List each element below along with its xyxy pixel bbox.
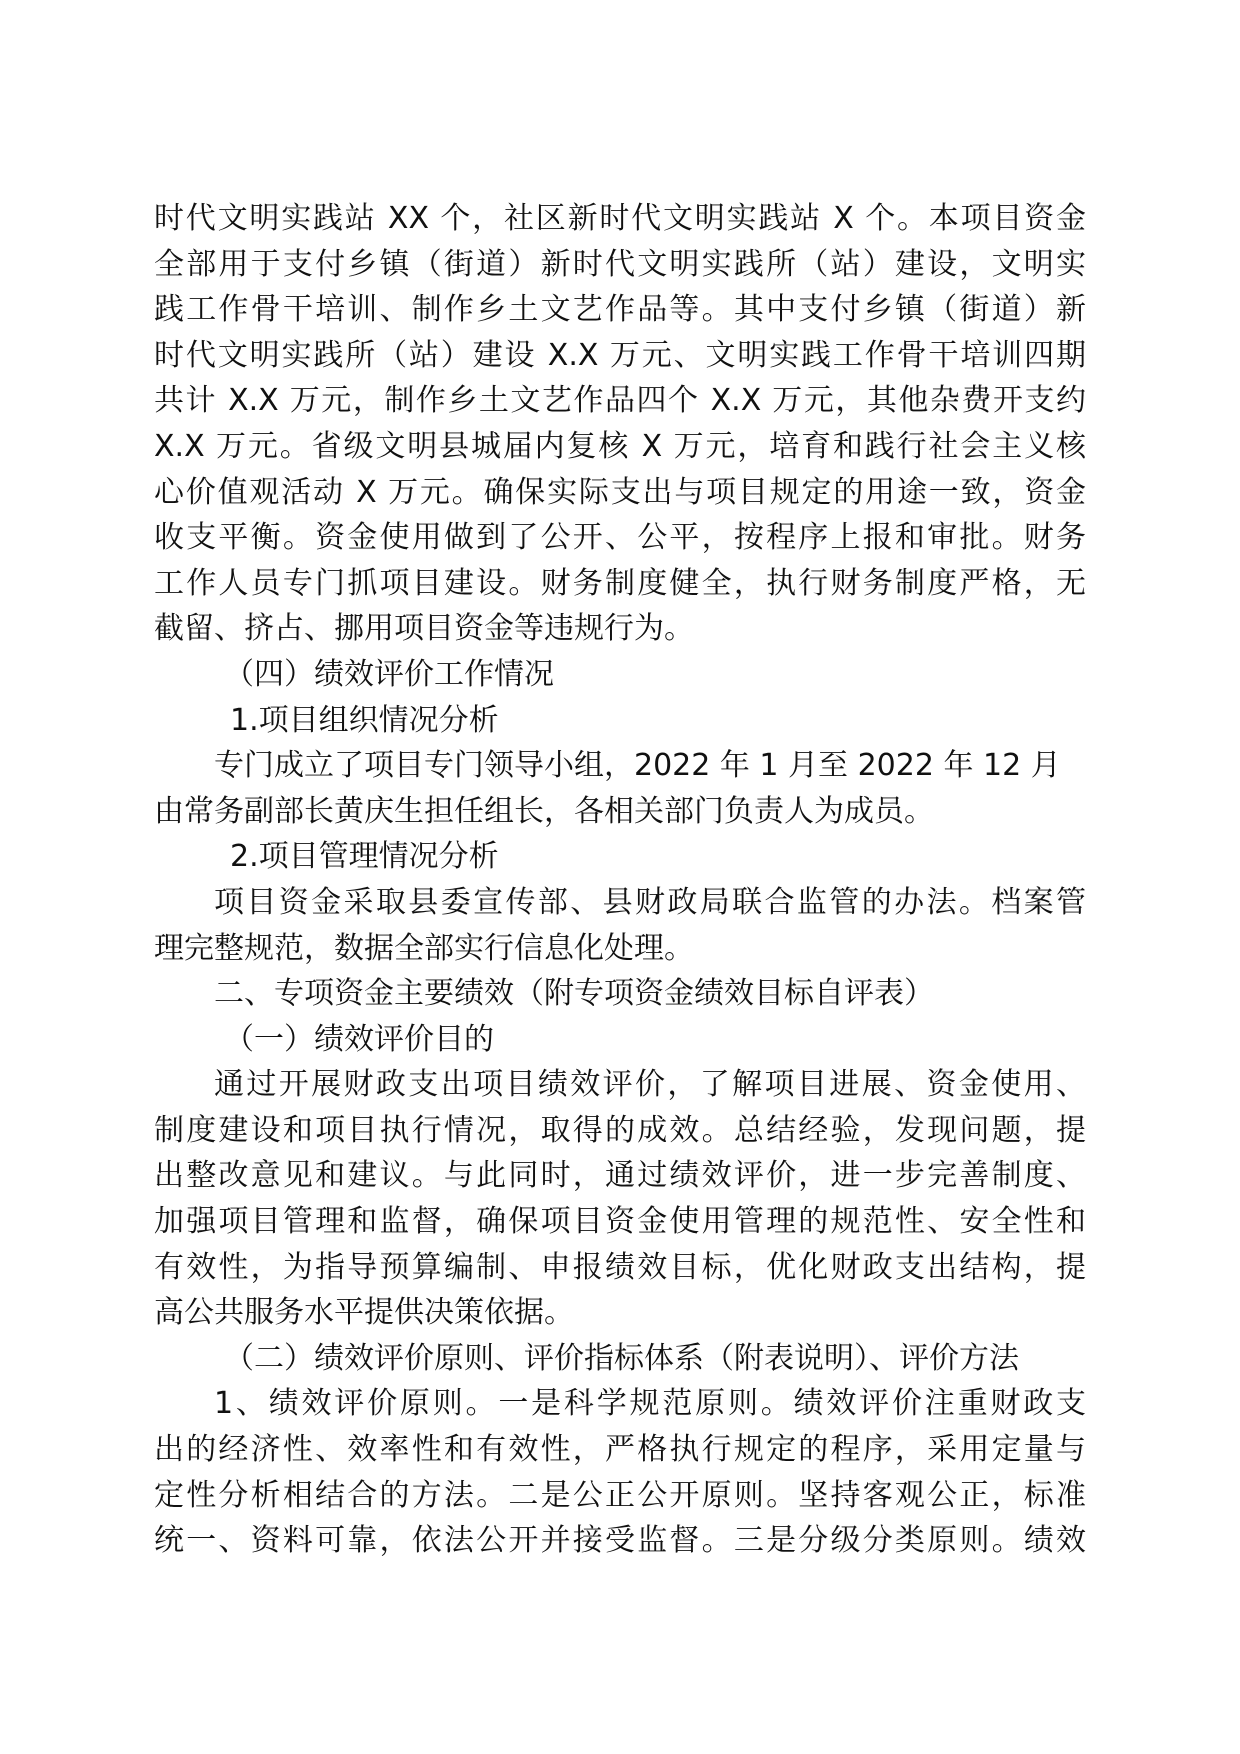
subsection-heading: 2.项目管理情况分析 <box>230 839 499 875</box>
paragraph-line: 定性分析相结合的方法。二是公正公开原则。坚持客观公正，标准 <box>154 1477 1086 1513</box>
section-heading: 二、专项资金主要绩效（附专项资金绩效目标自评表） <box>214 976 934 1012</box>
paragraph-line: 出的经济性、效率性和有效性，严格执行规定的程序，采用定量与 <box>154 1432 1086 1468</box>
paragraph-line: 共计 X.X 万元，制作乡土文艺作品四个 X.X 万元，其他杂费开支约 <box>154 383 1086 419</box>
section-heading: （二）绩效评价原则、评价指标体系（附表说明）、评价方法 <box>224 1340 1019 1376</box>
paragraph-line: 制度建设和项目执行情况，取得的成效。总结经验，发现问题，提 <box>154 1112 1086 1148</box>
paragraph-line: 1、绩效评价原则。一是科学规范原则。绩效评价注重财政支 <box>214 1386 1086 1422</box>
paragraph-line: 时代文明实践所（站）建设 X.X 万元、文明实践工作骨干培训四期 <box>154 337 1086 373</box>
section-heading: （一）绩效评价目的 <box>224 1021 494 1057</box>
paragraph-line: 践工作骨干培训、制作乡土文艺作品等。其中支付乡镇（街道）新 <box>154 292 1086 328</box>
paragraph-line: 出整改意见和建议。与此同时，通过绩效评价，进一步完善制度、 <box>154 1158 1086 1194</box>
paragraph-line: 收支平衡。资金使用做到了公开、公平，按程序上报和审批。财务 <box>154 520 1086 556</box>
paragraph-line: 专门成立了项目专门领导小组，2022 年 1 月至 2022 年 12 月 <box>214 748 1061 784</box>
paragraph-line: 高公共服务水平提供决策依据。 <box>154 1295 574 1331</box>
subsection-heading: 1.项目组织情况分析 <box>230 702 499 738</box>
document-page <box>154 196 1086 1564</box>
paragraph-line: 有效性，为指导预算编制、申报绩效目标，优化财政支出结构，提 <box>154 1249 1086 1285</box>
paragraph-line: 项目资金采取县委宣传部、县财政局联合监管的办法。档案管 <box>214 884 1086 920</box>
paragraph-line: 加强项目管理和监督，确保项目资金使用管理的规范性、安全性和 <box>154 1204 1086 1240</box>
paragraph-line: 时代文明实践站 XX 个，社区新时代文明实践站 X 个。本项目资金 <box>154 201 1086 236</box>
paragraph-line: 理完整规范，数据全部实行信息化处理。 <box>154 930 694 966</box>
paragraph-line: 全部用于支付乡镇（街道）新时代文明实践所（站）建设，文明实 <box>154 246 1086 282</box>
paragraph-line: 工作人员专门抓项目建设。财务制度健全，执行财务制度严格，无 <box>154 565 1086 601</box>
paragraph-line: 由常务副部长黄庆生担任组长，各相关部门负责人为成员。 <box>154 793 934 829</box>
paragraph-line: 截留、挤占、挪用项目资金等违规行为。 <box>154 611 694 647</box>
paragraph-line: 统一、资料可靠，依法公开并接受监督。三是分级分类原则。绩效 <box>154 1523 1086 1559</box>
paragraph-line: 通过开展财政支出项目绩效评价，了解项目进展、资金使用、 <box>214 1067 1086 1103</box>
paragraph-line: X.X 万元。省级文明县城届内复核 X 万元，培育和践行社会主义核 <box>154 428 1086 464</box>
paragraph-line: 心价值观活动 X 万元。确保实际支出与项目规定的用途一致，资金 <box>154 474 1086 510</box>
section-heading: （四）绩效评价工作情况 <box>224 656 554 692</box>
